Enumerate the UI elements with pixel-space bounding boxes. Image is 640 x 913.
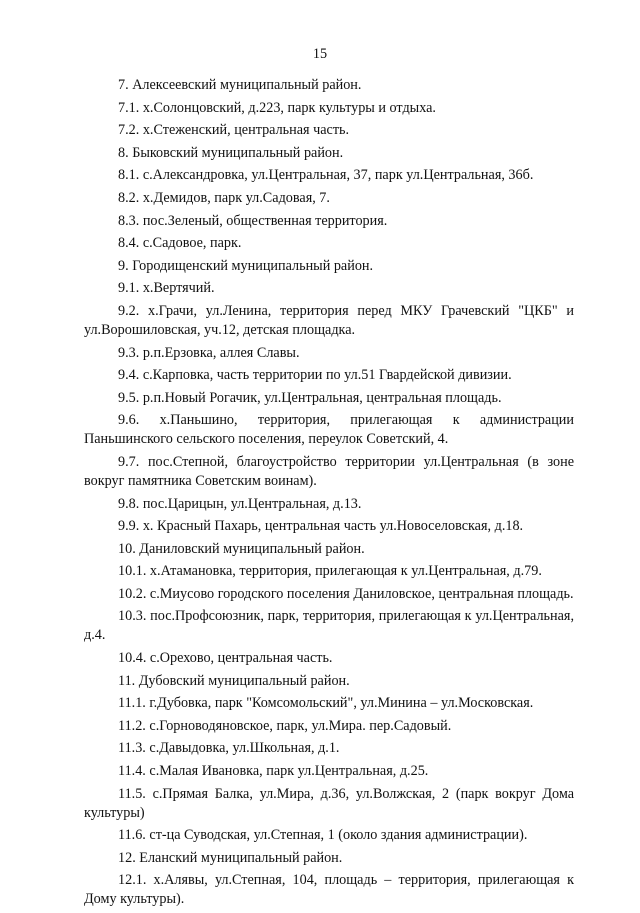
paragraph: 10.1. х.Атамановка, территория, прилегающая к ул.Центральная, д.79. [118, 563, 542, 580]
paragraph: 9. Городищенский муниципальный район. [118, 257, 374, 274]
paragraph: 11.6. ст-ца Суводская, ул.Степная, 1 (около здания администрации). [118, 827, 528, 844]
paragraph: 7.2. х.Стеженский, центральная часть. [118, 122, 350, 139]
paragraph: 12. Еланский муниципальный район. [118, 849, 343, 866]
paragraph: 9.5. р.п.Новый Рогачик, ул.Центральная, центральная площадь. [118, 389, 502, 406]
paragraph: 7. Алексеевский муниципальный район. [118, 77, 362, 93]
paragraph: 11.1. г.Дубовка, парк "Комсомольский", ул.Минина – ул.Московская. [118, 695, 534, 712]
paragraph: 9.1. х.Вертячий. [118, 280, 215, 297]
paragraph: 9.2. х.Грачи, ул.Ленина, территория перед МКУ Грачевский "ЦКБ" и ул.Ворошиловская, уч.12, детская площадка. [84, 302, 574, 338]
paragraph: 8.1. с.Александровка, ул.Центральная, 37, парк ул.Центральная, 36б. [118, 167, 534, 184]
paragraph: 8. Быковский муниципальный район. [118, 144, 344, 161]
paragraph: 9.3. р.п.Ерзовка, аллея Славы. [118, 344, 300, 361]
paragraph: 10.4. с.Орехово, центральная часть. [118, 650, 333, 667]
paragraph: 11.2. с.Горноводяновское, парк, ул.Мира. пер.Садовый. [118, 717, 452, 734]
paragraph: 11.5. с.Прямая Балка, ул.Мира, д.36, ул.Волжская, 2 (парк вокруг Дома культуры) [84, 785, 574, 821]
paragraph: 8.4. с.Садовое, парк. [118, 235, 242, 252]
paragraph: 10.2. с.Миусово городского поселения Даниловское, центральная площадь. [118, 585, 574, 602]
paragraph: 11.4. с.Малая Ивановка, парк ул.Центральная, д.25. [118, 763, 429, 780]
paragraph: 9.8. пос.Царицын, ул.Центральная, д.13. [118, 495, 362, 512]
paragraph: 11. Дубовский муниципальный район. [118, 672, 350, 689]
paragraph: 9.7. пос.Степной, благоустройство территории ул.Центральная (в зоне вокруг памятника Советским воинам). [84, 453, 574, 489]
paragraph: 9.6. х.Паньшино, территория, прилегающая к администрации Паньшинского сельского поселения, переулок Советский, 4. [84, 412, 574, 448]
paragraph: 11.3. с.Давыдовка, ул.Школьная, д.1. [118, 740, 340, 757]
paragraph: 8.3. пос.Зеленый, общественная территория. [118, 212, 388, 229]
paragraph: 9.4. с.Карповка, часть территории по ул.51 Гвардейской дивизии. [118, 367, 512, 384]
paragraph: 9.9. х. Красный Пахарь, центральная часть ул.Новоселовская, д.18. [118, 518, 524, 535]
paragraph: 8.2. х.Демидов, парк ул.Садовая, 7. [118, 189, 330, 206]
paragraph: 10.3. пос.Профсоюзник, парк, территория, прилегающая к ул.Центральная, д.4. [84, 608, 574, 644]
document-body [84, 76, 574, 913]
paragraph: 12.1. х.Алявы, ул.Степная, 104, площадь – территория, прилегающая к Дому культуры). [84, 872, 574, 908]
paragraph: 7.1. х.Солонцовский, д.223, парк культуры и отдыха. [118, 99, 436, 116]
paragraph: 10. Даниловский муниципальный район. [118, 540, 365, 557]
page-number: 15 [312, 46, 328, 62]
